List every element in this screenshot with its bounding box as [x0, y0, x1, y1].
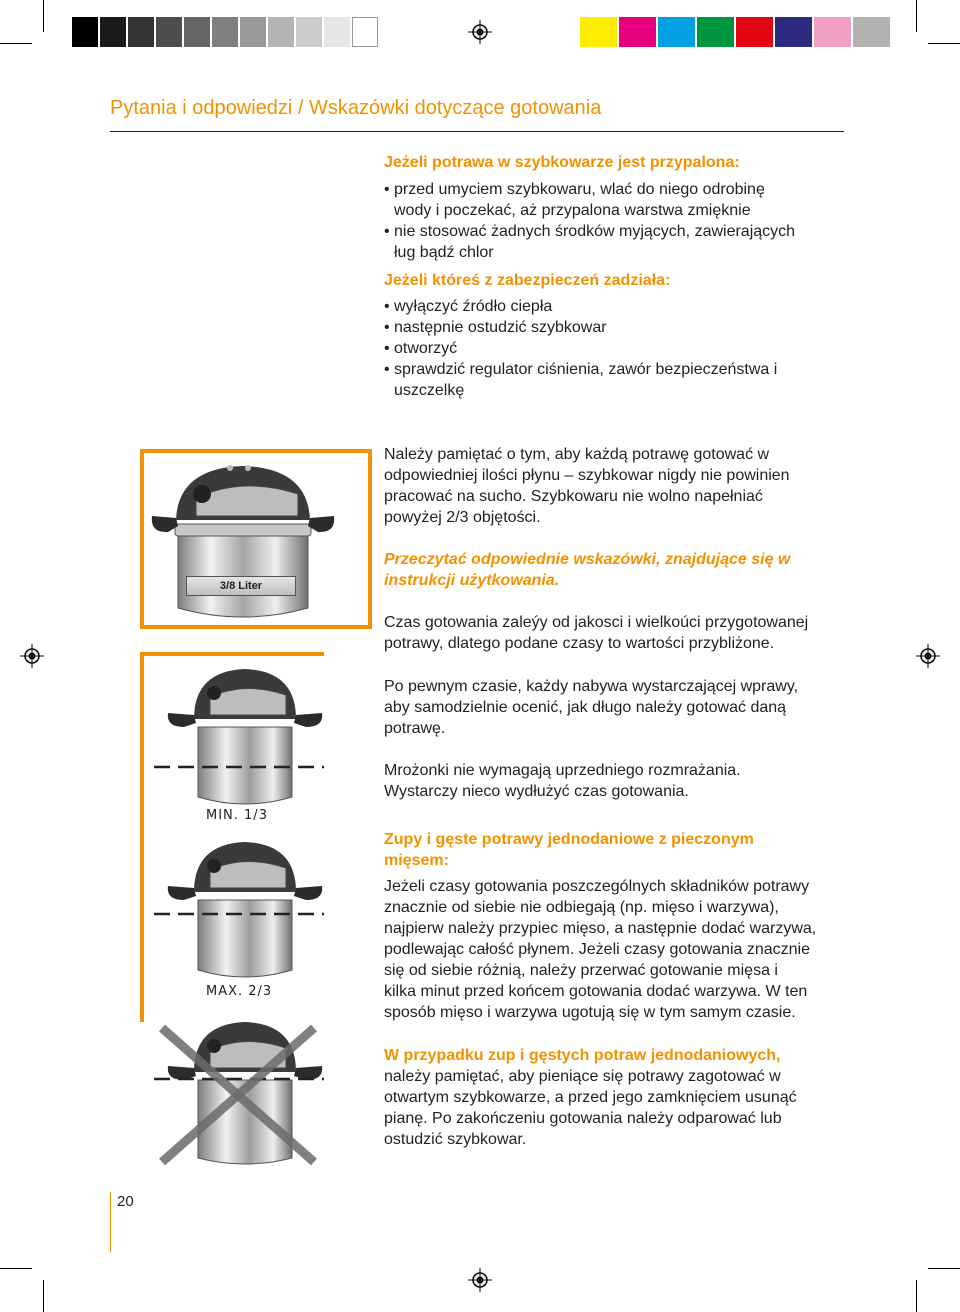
color-swatch [240, 17, 266, 47]
color-swatch [775, 17, 812, 47]
experience-paragraph: Po pewnym czasie, każdy nabywa wystarczającej wprawy, aby samodzielnie ocenić, jak długo należy gotować daną potrawę. [384, 678, 799, 737]
max-level-line [154, 912, 324, 916]
pressure-cooker-min-illustration [160, 665, 330, 805]
cross-out-icon [158, 1024, 318, 1166]
color-swatch [100, 17, 126, 47]
crop-mark [916, 1280, 917, 1312]
registration-target-icon [468, 1268, 492, 1292]
color-swatch [268, 17, 294, 47]
color-bar [580, 17, 890, 47]
min-label: MIN. 1/3 [206, 808, 268, 823]
color-swatch [580, 17, 617, 47]
crop-mark [0, 1268, 32, 1269]
color-swatch [156, 17, 182, 47]
list-item: • sprawdzić regulator ciśnienia, zawór bezpieczeństwa i uszczelkę [384, 359, 844, 401]
list-item-line: uszczelkę [394, 382, 465, 399]
min-level-line [154, 765, 324, 769]
color-swatch [296, 17, 322, 47]
color-swatch [814, 17, 851, 47]
pressure-cooker-max-illustration [160, 838, 330, 978]
color-swatch [697, 17, 734, 47]
list-item: • wyłączyć źródło ciepła [384, 296, 844, 317]
frozen-paragraph: Mrożonki nie wymagają uprzedniego rozmrażania. Wystarczy nieco wydłużyć czas gotowania. [384, 762, 741, 800]
page-number: 20 [117, 1193, 134, 1210]
crop-mark [43, 1280, 44, 1312]
list-item: • otworzyć [384, 338, 844, 359]
pressure-cooker-illustration [148, 458, 338, 623]
color-swatch [619, 17, 656, 47]
crop-mark [916, 0, 917, 32]
list-item: • nie stosować żadnych środków myjących, zawierających ług bądź chlor [384, 221, 844, 263]
liquid-paragraph: Należy pamiętać o tym, aby każdą potrawę gotować w odpowiedniej ilości płynu – szybkowar nigdy nie powinien pracować na sucho. Szybkowaru nie wolno napełniać powyżej 2/3 objętości. [384, 446, 790, 526]
stews-heading: Zupy i gęste potrawy jednodaniowe z pieczonym mięsem: [384, 831, 754, 869]
list-item-line: wyłączyć źródło ciepła [394, 298, 553, 315]
color-swatch [212, 17, 238, 47]
safety-heading: Jeżeli któreś z zabezpieczeń zadziała: [384, 272, 671, 289]
list-item: • przed umyciem szybkowaru, wlać do niego odrobinę wody i poczekać, aż przypalona warstwa zmięknie [384, 179, 844, 221]
color-swatch [184, 17, 210, 47]
list-item-line: przed umyciem szybkowaru, wlać do niego odrobinę [394, 181, 765, 198]
crop-mark [928, 43, 960, 44]
registration-target-icon [468, 20, 492, 44]
color-swatch [853, 17, 890, 47]
color-swatch [324, 17, 350, 47]
list-item-line: ług bądź chlor [394, 244, 494, 261]
crop-mark [43, 0, 44, 32]
list-item-line: następnie ostudzić szybkowar [394, 319, 607, 336]
color-swatch [128, 17, 154, 47]
crop-mark [928, 1268, 960, 1269]
color-swatch [658, 17, 695, 47]
color-swatch [736, 17, 773, 47]
list-item: • następnie ostudzić szybkowar [384, 317, 844, 338]
registration-target-icon [20, 644, 44, 668]
gray-scale-bar [72, 17, 382, 47]
list-item-line: sprawdzić regulator ciśnienia, zawór bezpieczeństwa i [394, 361, 778, 378]
list-item-line: nie stosować żadnych środków myjących, zawierających [394, 223, 796, 240]
color-swatch [352, 17, 378, 47]
title-rule [110, 131, 844, 132]
stews-paragraph: Jeżeli czasy gotowania poszczególnych składników potrawy znacznie od siebie nie odbiegają (np. mięso i warzywa), najpierw należy przypiec mięso, a następnie dodać warzywa, podlewając całość płynem. Jeżeli czasy gotowania znacznie się od siebie różnią, należy przerwać gotowanie mięsa i kilka minut przed końcem gotowania dodać warzywa. W ten sposób mięso i warzywa ugotują się w tym samym czasie. [384, 878, 817, 1021]
instructions-note: Przeczytać odpowiednie wskazówki, znajdujące się w instrukcji użytkowania. [384, 551, 791, 589]
color-swatch [72, 17, 98, 47]
burnt-heading: Jeżeli potrawa w szybkowarze jest przypalona: [384, 154, 740, 171]
page-title: Pytania i odpowiedzi / Wskazówki dotyczące gotowania [110, 97, 602, 119]
volume-label: 3/8 Liter [186, 576, 296, 596]
soups-heading: W przypadku zup i gęstych potraw jednodaniowych, [384, 1047, 781, 1064]
crop-mark [0, 43, 32, 44]
soups-paragraph: należy pamiętać, aby pieniące się potrawy zagotować w otwartym szybkowarze, a przed jego zamknięciem usunąć pianę. Po zakończeniu gotowania należy odparować lub ostudzić szybkowar. [384, 1068, 797, 1148]
registration-target-icon [916, 644, 940, 668]
list-item-line: wody i poczekać, aż przypalona warstwa zmięknie [394, 202, 751, 219]
page-number-rule [110, 1192, 111, 1252]
list-item-line: otworzyć [394, 340, 458, 357]
max-label: MAX. 2/3 [206, 984, 273, 999]
time-paragraph: Czas gotowania zaleýy od jakosci i wielkoúci przygotowanej potrawy, dlatego podane czasy to wartości przybliżone. [384, 614, 809, 652]
